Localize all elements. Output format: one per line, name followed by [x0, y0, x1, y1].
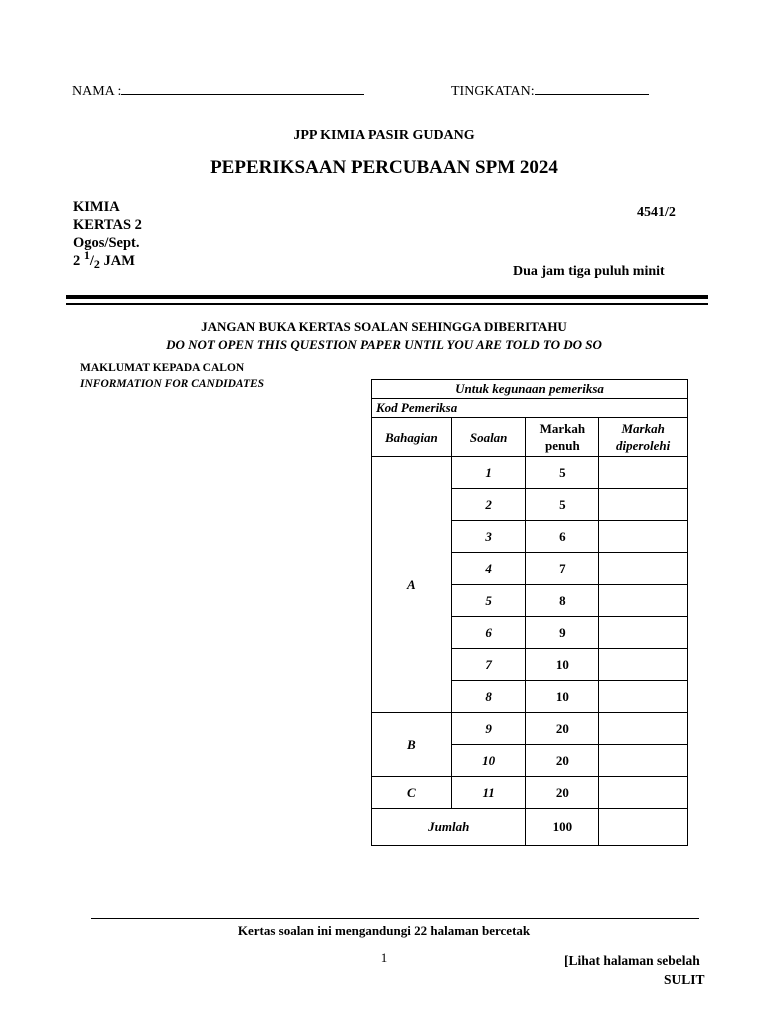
marks-obtained[interactable] — [599, 713, 688, 745]
question-number: 10 — [451, 745, 526, 777]
paper-name: KERTAS 2 — [73, 217, 142, 233]
full-marks: 5 — [526, 489, 599, 521]
section-label: B — [372, 713, 452, 777]
tingkatan-field[interactable] — [451, 82, 649, 100]
question-number: 4 — [451, 553, 526, 585]
organization: JPP KIMIA PASIR GUDANG — [293, 128, 475, 143]
marks-obtained[interactable] — [599, 585, 688, 617]
nama-underline[interactable] — [121, 82, 364, 95]
tingkatan-underline[interactable] — [535, 82, 649, 95]
header-bahagian: Bahagian — [372, 418, 452, 457]
full-marks: 5 — [526, 457, 599, 489]
question-number: 9 — [451, 713, 526, 745]
header-markah-penuh — [526, 418, 599, 457]
full-marks: 9 — [526, 617, 599, 649]
candidate-info-english: INFORMATION FOR CANDIDATES — [80, 378, 265, 390]
marks-obtained[interactable] — [599, 681, 688, 713]
session: Ogos/Sept. — [73, 235, 140, 251]
question-number: 1 — [451, 457, 526, 489]
full-marks: 20 — [526, 745, 599, 777]
examiner-table — [371, 379, 688, 846]
candidate-info-malay: MAKLUMAT KEPADA CALON — [80, 362, 245, 374]
footer-divider — [91, 918, 699, 919]
full-marks: 10 — [526, 681, 599, 713]
marks-obtained[interactable] — [599, 489, 688, 521]
total-marks-obtained[interactable] — [599, 809, 688, 846]
duration-unit: JAM — [103, 253, 135, 269]
full-marks: 10 — [526, 649, 599, 681]
divider-thick — [66, 295, 708, 299]
warning-english: DO NOT OPEN THIS QUESTION PAPER UNTIL YOU ARE TOLD TO DO SO — [166, 337, 602, 352]
marks-obtained[interactable] — [599, 617, 688, 649]
section-label: A — [372, 457, 452, 713]
divider-thin — [66, 303, 708, 305]
duration-slash: / — [89, 253, 94, 269]
question-number: 5 — [451, 585, 526, 617]
header-markah-penuh-line2: penuh — [545, 438, 580, 453]
header-soalan: Soalan — [451, 418, 526, 457]
marks-obtained[interactable] — [599, 777, 688, 809]
page-number: 1 — [380, 950, 388, 965]
question-number: 3 — [451, 521, 526, 553]
duration-numerator: 1 — [83, 248, 90, 262]
marks-obtained[interactable] — [599, 649, 688, 681]
full-marks: 8 — [526, 585, 599, 617]
marks-obtained[interactable] — [599, 553, 688, 585]
nama-label: NAMA : — [72, 84, 122, 99]
marks-obtained[interactable] — [599, 521, 688, 553]
examiner-table-title: Untuk kegunaan pemeriksa — [372, 380, 688, 399]
full-marks: 20 — [526, 713, 599, 745]
paper-code: 4541/2 — [637, 205, 676, 220]
next-page-note: [Lihat halaman sebelah — [564, 953, 700, 968]
full-marks: 20 — [526, 777, 599, 809]
subject-name: KIMIA — [73, 199, 120, 215]
header-markah-diperolehi — [599, 418, 688, 457]
classification-label: SULIT — [664, 972, 705, 987]
marks-obtained[interactable] — [599, 745, 688, 777]
total-label: Jumlah — [372, 809, 526, 846]
section-label: C — [372, 777, 452, 809]
page-count-note: Kertas soalan ini mengandungi 22 halaman bercetak — [237, 923, 531, 938]
examiner-code[interactable]: Kod Pemeriksa — [372, 399, 688, 418]
question-number: 11 — [451, 777, 526, 809]
full-marks: 7 — [526, 553, 599, 585]
marks-obtained[interactable] — [599, 457, 688, 489]
nama-field[interactable] — [72, 82, 364, 100]
question-number: 6 — [451, 617, 526, 649]
subject-block — [73, 198, 142, 270]
duration — [73, 248, 142, 271]
header-markah-diperolehi-line1: Markah — [621, 421, 665, 436]
question-number: 7 — [451, 649, 526, 681]
question-number: 2 — [451, 489, 526, 521]
header-markah-penuh-line1: Markah — [539, 421, 586, 436]
duration-denominator: 2 — [93, 257, 100, 271]
exam-title: PEPERIKSAAN PERCUBAAN SPM 2024 — [210, 157, 558, 178]
tingkatan-label: TINGKATAN: — [451, 84, 535, 99]
full-marks: 6 — [526, 521, 599, 553]
header-markah-diperolehi-line2: diperolehi — [616, 438, 671, 453]
question-number: 8 — [451, 681, 526, 713]
total-full-marks: 100 — [526, 809, 599, 846]
duration-text: Dua jam tiga puluh minit — [513, 264, 665, 279]
duration-whole: 2 — [73, 253, 81, 269]
warning-malay: JANGAN BUKA KERTAS SOALAN SEHINGGA DIBERITAHU — [201, 319, 567, 334]
